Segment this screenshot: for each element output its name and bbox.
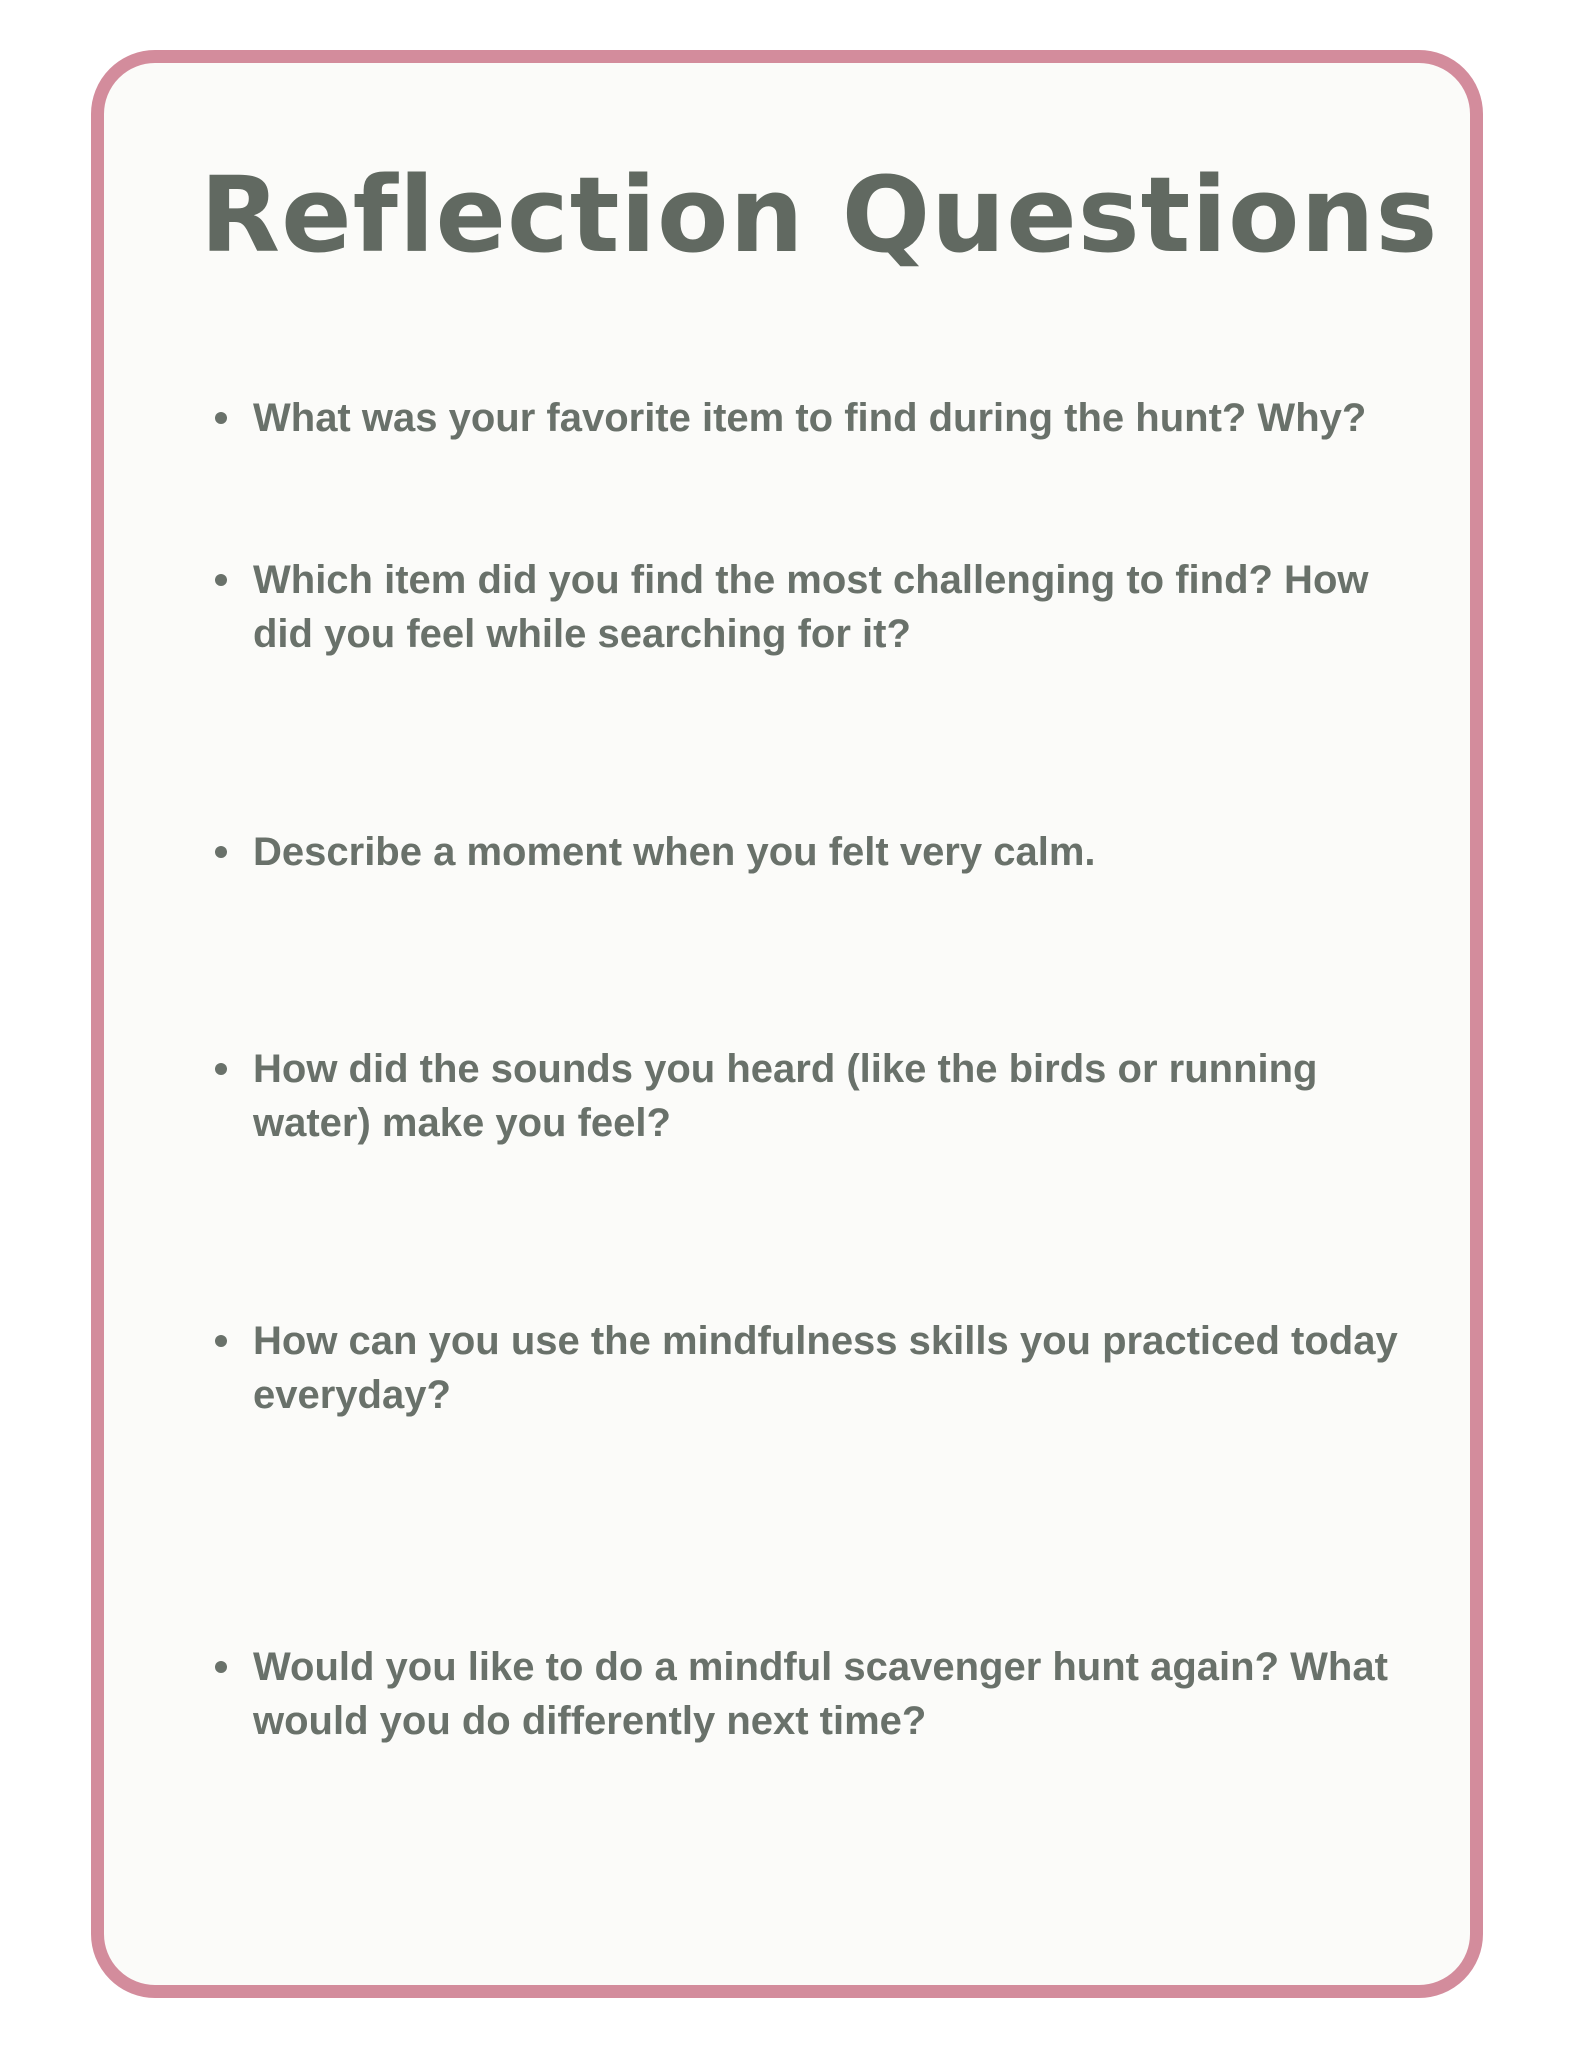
page-title: Reflection Questions <box>200 154 1439 276</box>
question-item <box>253 1314 1413 1422</box>
bullet-icon <box>215 574 227 586</box>
question-text: How can you use the mindfulness skills you practiced today everyday? <box>253 1319 1398 1417</box>
bullet-icon <box>215 412 227 424</box>
bullet-icon <box>215 1335 227 1347</box>
question-item <box>253 1042 1413 1150</box>
question-text: Which item did you find the most challenging to find? How did you feel while searching for it? <box>253 558 1369 656</box>
question-item <box>253 825 1413 879</box>
bullet-icon <box>215 1661 227 1673</box>
bullet-icon <box>215 846 227 858</box>
question-item <box>253 1640 1413 1748</box>
question-text: Would you like to do a mindful scavenger hunt again? What would you do differently next time? <box>253 1645 1388 1743</box>
question-item <box>253 553 1413 661</box>
question-text: Describe a moment when you felt very calm. <box>253 830 1096 874</box>
question-item <box>253 391 1413 445</box>
bullet-icon <box>215 1063 227 1075</box>
question-text: How did the sounds you heard (like the birds or running water) make you feel? <box>253 1047 1318 1145</box>
question-text: What was your favorite item to find during the hunt? Why? <box>253 396 1367 440</box>
